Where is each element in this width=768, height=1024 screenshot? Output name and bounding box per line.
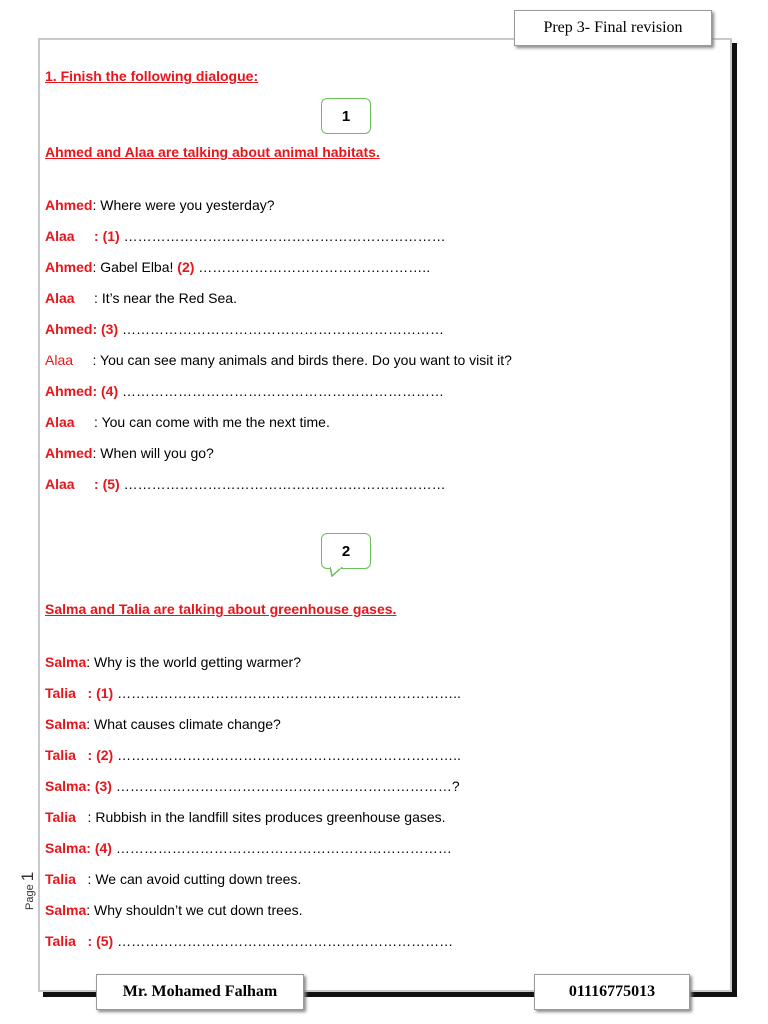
speaker-name: Salma: [45, 778, 87, 794]
section-heading: 1. Finish the following dialogue:: [45, 68, 259, 84]
speaker-name: Salma: [45, 716, 87, 732]
speaker-separator: :: [92, 259, 101, 275]
dialogue-line: [45, 413, 330, 431]
callout-tail-icon: [330, 567, 344, 577]
dialogue1-intro: Ahmed and Alaa are talking about animal habitats.: [45, 144, 380, 160]
line-text: When will you go?: [100, 445, 214, 461]
speaker-name: Ahmed: [45, 259, 93, 275]
speaker-name: Ahmed: [45, 197, 93, 213]
speaker-separator: :: [86, 902, 95, 918]
line-text: ……………………………………………………………: [118, 321, 445, 337]
speaker-separator: :: [92, 197, 101, 213]
footer-phone: 01116775013: [534, 974, 690, 1010]
speaker-separator: :: [92, 383, 102, 399]
speaker-separator: :: [92, 321, 102, 337]
speaker-name: Alaa: [45, 476, 75, 492]
blank-number: (3): [94, 778, 112, 794]
dialogue-line: [45, 320, 444, 338]
speaker-name: Alaa: [45, 414, 75, 430]
line-text: ………………………………………………………………: [113, 933, 454, 949]
line-text: ………………………………………………………………..: [113, 747, 461, 763]
blank-number: (1): [102, 228, 120, 244]
blank-number: (5): [96, 933, 114, 949]
speaker-separator: :: [75, 809, 96, 825]
blank-number: (3): [101, 321, 119, 337]
dialogue-line: [45, 382, 444, 400]
speaker-separator: :: [86, 654, 95, 670]
dialogue-line: [45, 475, 446, 493]
line-text: Rubbish in the landfill sites produces greenhouse gases.: [95, 809, 446, 825]
dialogue-line: [45, 808, 446, 826]
line-text: ………………………………………………………………..: [113, 685, 461, 701]
line-text: What causes climate change?: [94, 716, 281, 732]
speaker-name: Ahmed: [45, 383, 93, 399]
blank-number: (4): [94, 840, 112, 856]
dialogue-line: [45, 351, 512, 369]
dialogue-line: [45, 196, 275, 214]
line-text: Gabel Elba!: [100, 259, 178, 275]
speaker-separator: :: [74, 414, 102, 430]
dialogue-line: [45, 901, 303, 919]
dialogue-line: [45, 289, 237, 307]
line-text: ……………………………………………………………: [118, 383, 445, 399]
line-text: Why shouldn’t we cut down trees.: [94, 902, 303, 918]
line-text: You can see many animals and birds there. Do you want to visit it?: [100, 352, 512, 368]
line-text: ……………………………………………………………: [119, 228, 446, 244]
page-number: [18, 872, 38, 910]
dialogue2-intro: Salma and Talia are talking about greenhouse gases.: [45, 601, 397, 617]
line-text: ………………………………………………………………: [111, 840, 452, 856]
dialogue-line: [45, 715, 281, 733]
speaker-name: Talia: [45, 685, 76, 701]
dialogue-line: [45, 746, 461, 764]
header-title: Prep 3- Final revision: [514, 10, 712, 46]
page-number-value: 1: [18, 871, 37, 882]
speaker-separator: :: [86, 840, 95, 856]
speaker-separator: :: [75, 747, 97, 763]
speaker-separator: :: [92, 445, 101, 461]
callout-label: 2: [341, 542, 351, 560]
line-text: You can come with me the next time.: [101, 414, 330, 430]
speaker-separator: :: [74, 476, 103, 492]
footer-teacher: Mr. Mohamed Falham: [96, 974, 304, 1010]
dialogue-line: [45, 777, 460, 795]
dialogue-line: [45, 870, 301, 888]
dialogue-line: [45, 258, 430, 276]
speaker-name: Salma: [45, 902, 87, 918]
callout-number-2: [321, 533, 371, 569]
speaker-name: Salma: [45, 654, 87, 670]
speaker-separator: :: [75, 871, 96, 887]
speaker-separator: :: [86, 778, 95, 794]
speaker-name: Alaa: [45, 352, 74, 368]
speaker-name: Talia: [45, 933, 76, 949]
dialogue-line: [45, 227, 446, 245]
line-text: ………………………………………………………………?: [111, 778, 460, 794]
dialogue-line: [45, 839, 452, 857]
blank-number: (2): [96, 747, 114, 763]
speaker-separator: :: [74, 290, 102, 306]
callout-label: 1: [341, 107, 351, 125]
speaker-name: Talia: [45, 871, 76, 887]
speaker-separator: :: [73, 352, 101, 368]
blank-number: (4): [101, 383, 119, 399]
line-text: Where were you yesterday?: [100, 197, 275, 213]
line-text: …………………………………………..: [194, 259, 431, 275]
line-text: We can avoid cutting down trees.: [95, 871, 302, 887]
speaker-name: Alaa: [45, 290, 75, 306]
page-word: Page: [24, 884, 36, 910]
speaker-name: Alaa: [45, 228, 75, 244]
speaker-separator: :: [75, 933, 97, 949]
line-text: Why is the world getting warmer?: [94, 654, 301, 670]
dialogue-line: [45, 653, 301, 671]
blank-number: (1): [96, 685, 114, 701]
callout-number-1: [321, 98, 371, 134]
speaker-name: Ahmed: [45, 445, 93, 461]
speaker-name: Ahmed: [45, 321, 93, 337]
dialogue-line: [45, 932, 453, 950]
speaker-separator: :: [75, 685, 97, 701]
dialogue-line: [45, 444, 214, 462]
speaker-name: Talia: [45, 809, 76, 825]
speaker-name: Salma: [45, 840, 87, 856]
speaker-separator: :: [86, 716, 95, 732]
dialogue-line: [45, 684, 461, 702]
line-text: ……………………………………………………………: [119, 476, 446, 492]
blank-number: (5): [102, 476, 120, 492]
speaker-separator: :: [74, 228, 103, 244]
line-text: It’s near the Red Sea.: [101, 290, 237, 306]
speaker-name: Talia: [45, 747, 76, 763]
blank-number: (2): [177, 259, 195, 275]
